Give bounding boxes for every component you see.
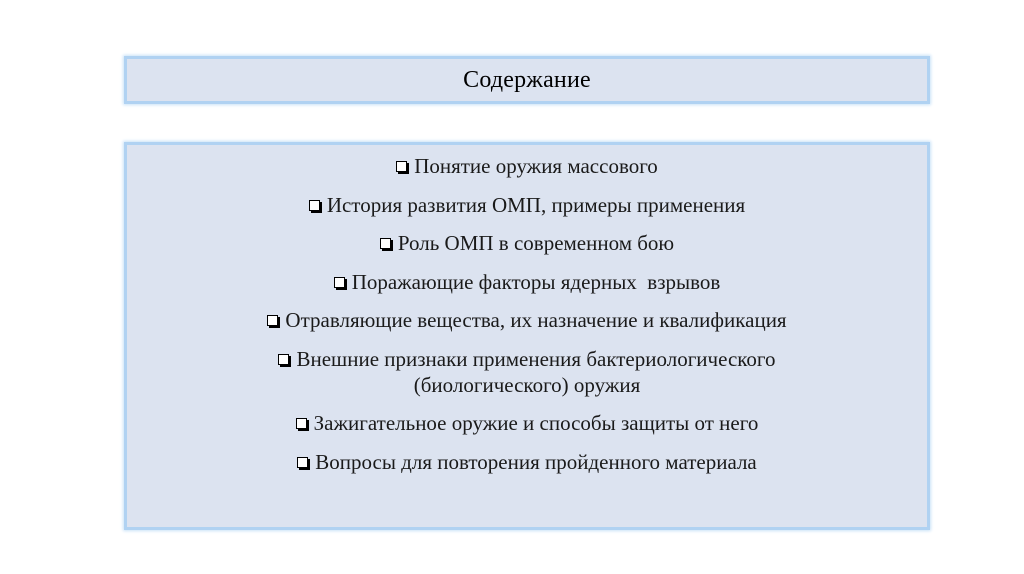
list-item [127, 346, 927, 398]
list-item [127, 307, 927, 333]
title-box [124, 56, 930, 104]
list-item-line [127, 230, 927, 256]
checkbox-icon [309, 200, 320, 211]
list-item-line [127, 269, 927, 295]
checkbox-icon [297, 457, 308, 468]
list-item-line [127, 449, 927, 475]
list-item-text: Зажигательное оружие и способы защиты от него [313, 411, 759, 435]
checkbox-icon [296, 418, 307, 429]
list-item-text: Отравляющие вещества, их назначение и квалификация [285, 308, 787, 332]
list-item-text: Понятие оружия массового [414, 154, 658, 178]
checkbox-icon [396, 161, 407, 172]
checkbox-icon [380, 238, 391, 249]
contents-box [124, 142, 930, 530]
list-item-text: Вопросы для повторения пройденного материала [315, 449, 757, 474]
list-item-line [127, 410, 927, 436]
checkbox-icon [278, 354, 289, 365]
list-item-line [127, 153, 927, 179]
list-item-text: Внешние признаки применения бактериологического [296, 346, 776, 371]
list-item [127, 449, 927, 475]
list-item-text: История развития ОМП, примеры применения [326, 192, 746, 217]
list-item [127, 230, 927, 256]
list-item-text: Роль ОМП в современном бою [397, 231, 675, 255]
list-item-line [127, 307, 927, 333]
list-item [127, 410, 927, 436]
list-item [127, 153, 927, 179]
list-item-line [127, 346, 927, 372]
page-title: Содержание [463, 66, 591, 93]
list-item-line [127, 192, 927, 218]
list-item [127, 269, 927, 295]
contents-list [127, 145, 927, 475]
list-item-line-continued: (биологического) оружия [413, 372, 641, 397]
list-item [127, 192, 927, 218]
checkbox-icon [334, 277, 345, 288]
checkbox-icon [267, 315, 278, 326]
list-item-text: Поражающие факторы ядерных взрывов [351, 269, 721, 294]
